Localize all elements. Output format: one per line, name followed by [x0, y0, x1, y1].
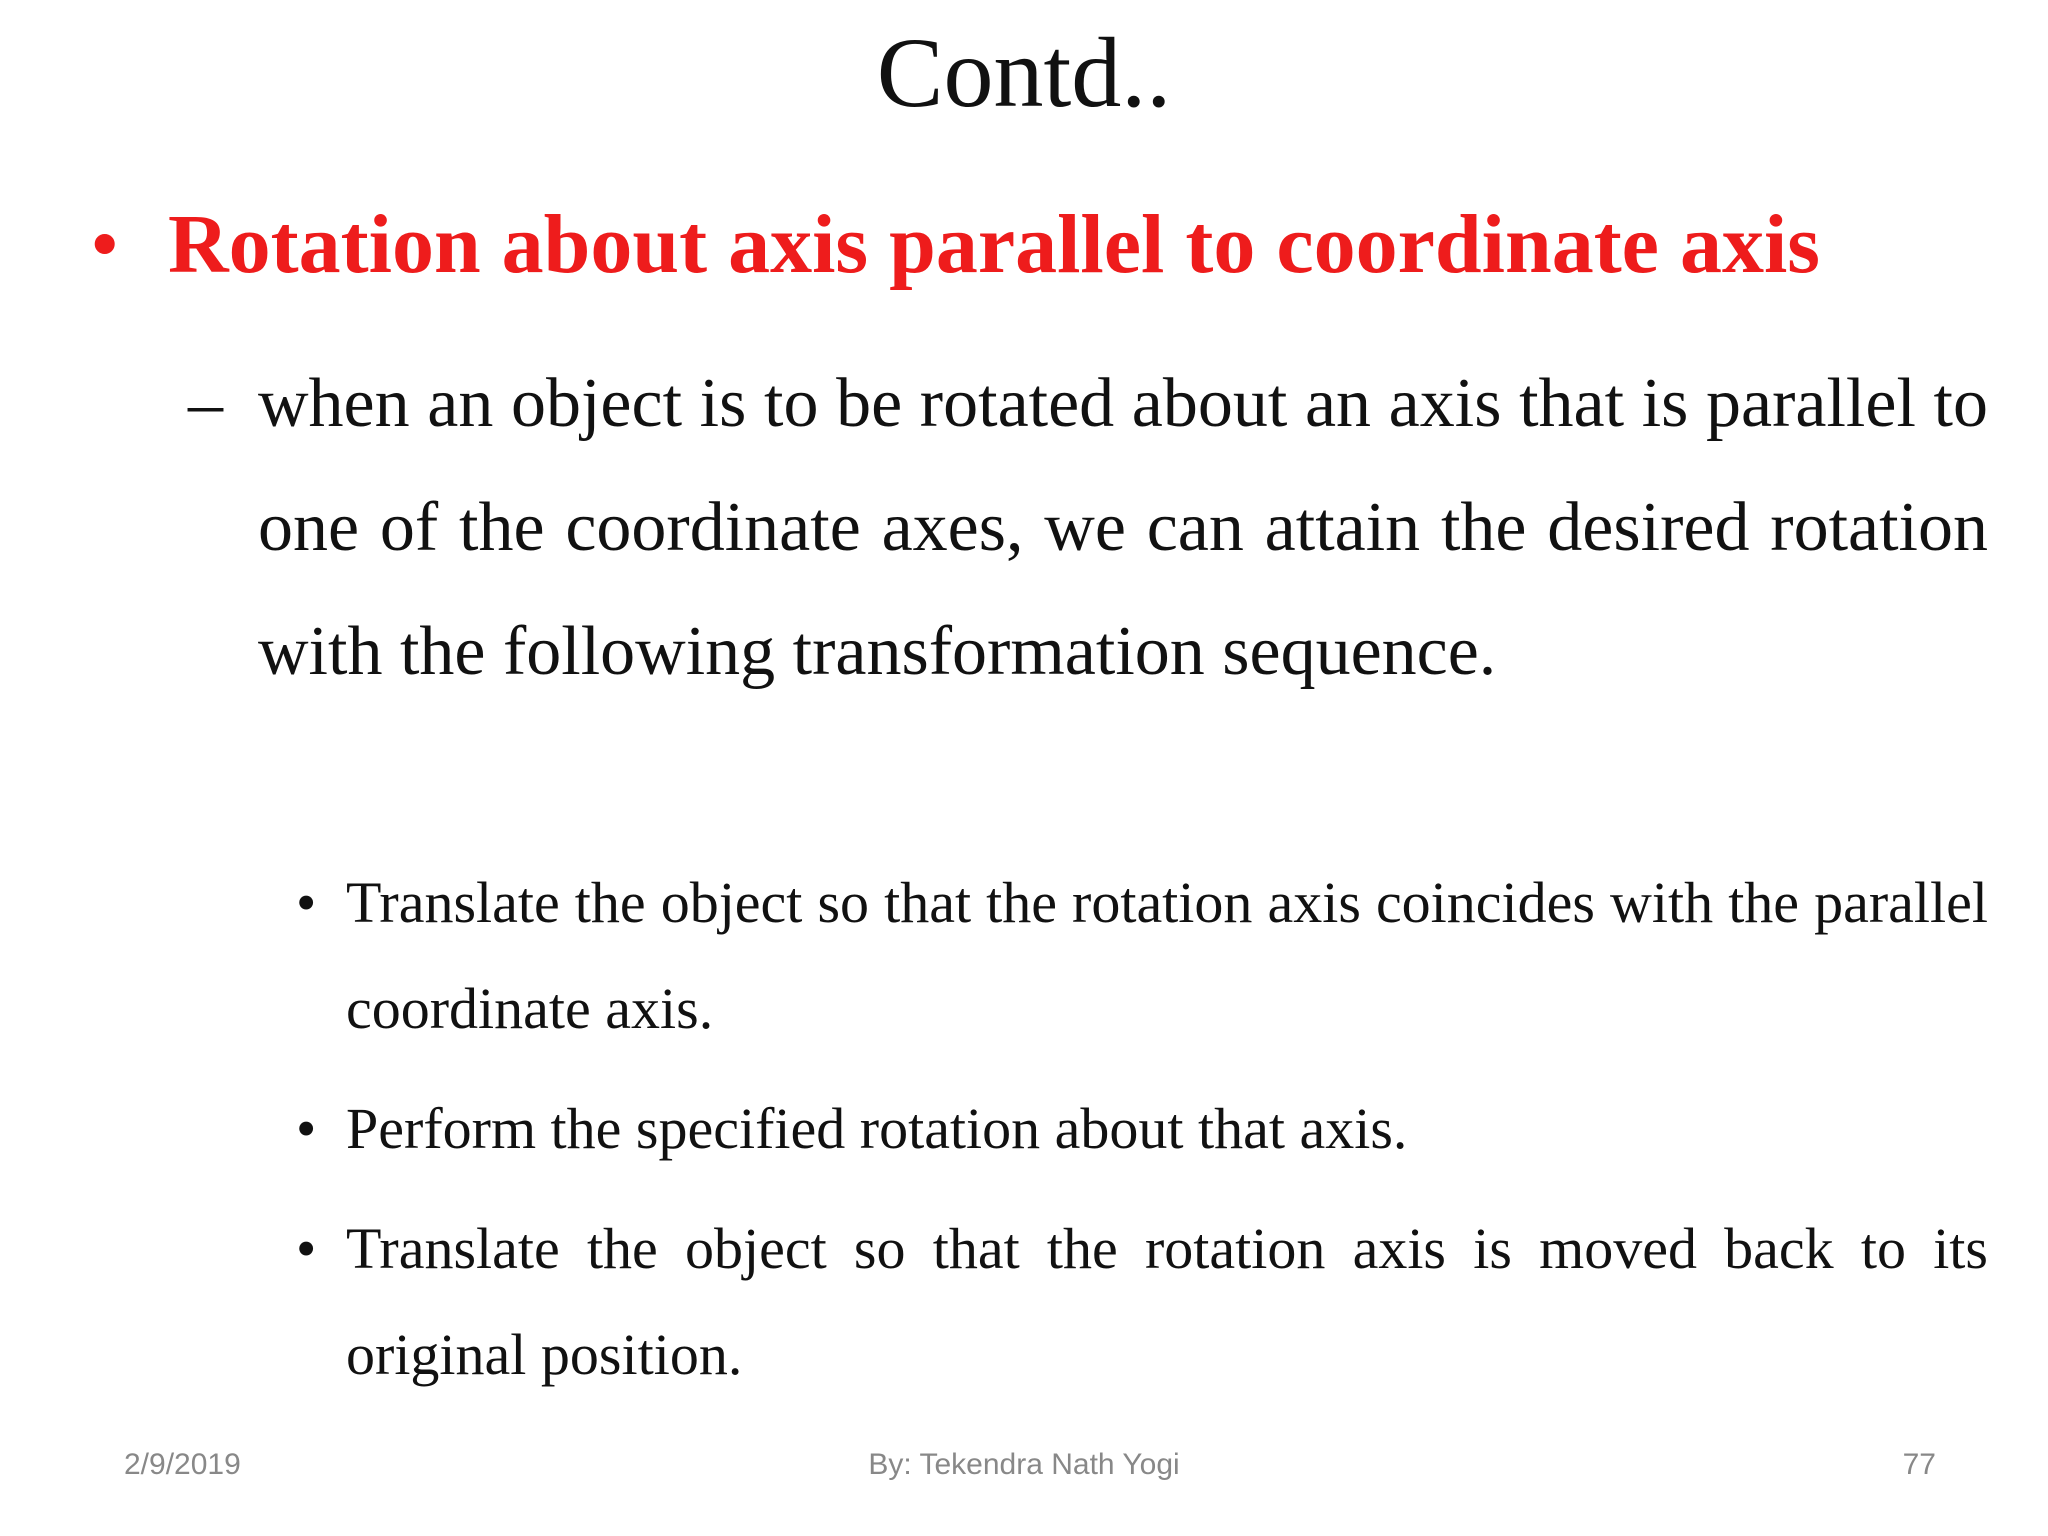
step-item [296, 1076, 1988, 1182]
description-text: when an object is to be rotated about an axis that is parallel to one of the coordinate axes, we can attain the desired rotation with the following transformation sequence. [258, 365, 1988, 690]
step-text: Translate the object so that the rotation axis is moved back to its original position. [346, 1216, 1988, 1387]
step-text: Perform the specified rotation about that axis. [346, 1096, 1408, 1161]
bullet-icon: • [296, 1096, 317, 1161]
footer-author: By: Tekendra Nath Yogi [868, 1448, 1180, 1481]
footer-date: 2/9/2019 [124, 1448, 241, 1481]
heading-text: Rotation about axis parallel to coordinate axis [168, 198, 1820, 291]
slide-title: Contd.. [876, 17, 1172, 128]
heading-bullet-item [90, 190, 1990, 300]
step-text: Translate the object so that the rotation axis coincides with the parallel coordinate axis. [346, 870, 1988, 1041]
bullet-icon: • [296, 1216, 317, 1281]
step-item [296, 1196, 1988, 1408]
description-item [188, 342, 1988, 714]
bullet-icon: • [90, 198, 120, 291]
footer-page-number: 77 [1902, 1448, 1936, 1481]
steps-list [296, 850, 1988, 1422]
dash-icon: – [188, 365, 223, 442]
bullet-icon: • [296, 870, 317, 935]
step-item [296, 850, 1988, 1062]
